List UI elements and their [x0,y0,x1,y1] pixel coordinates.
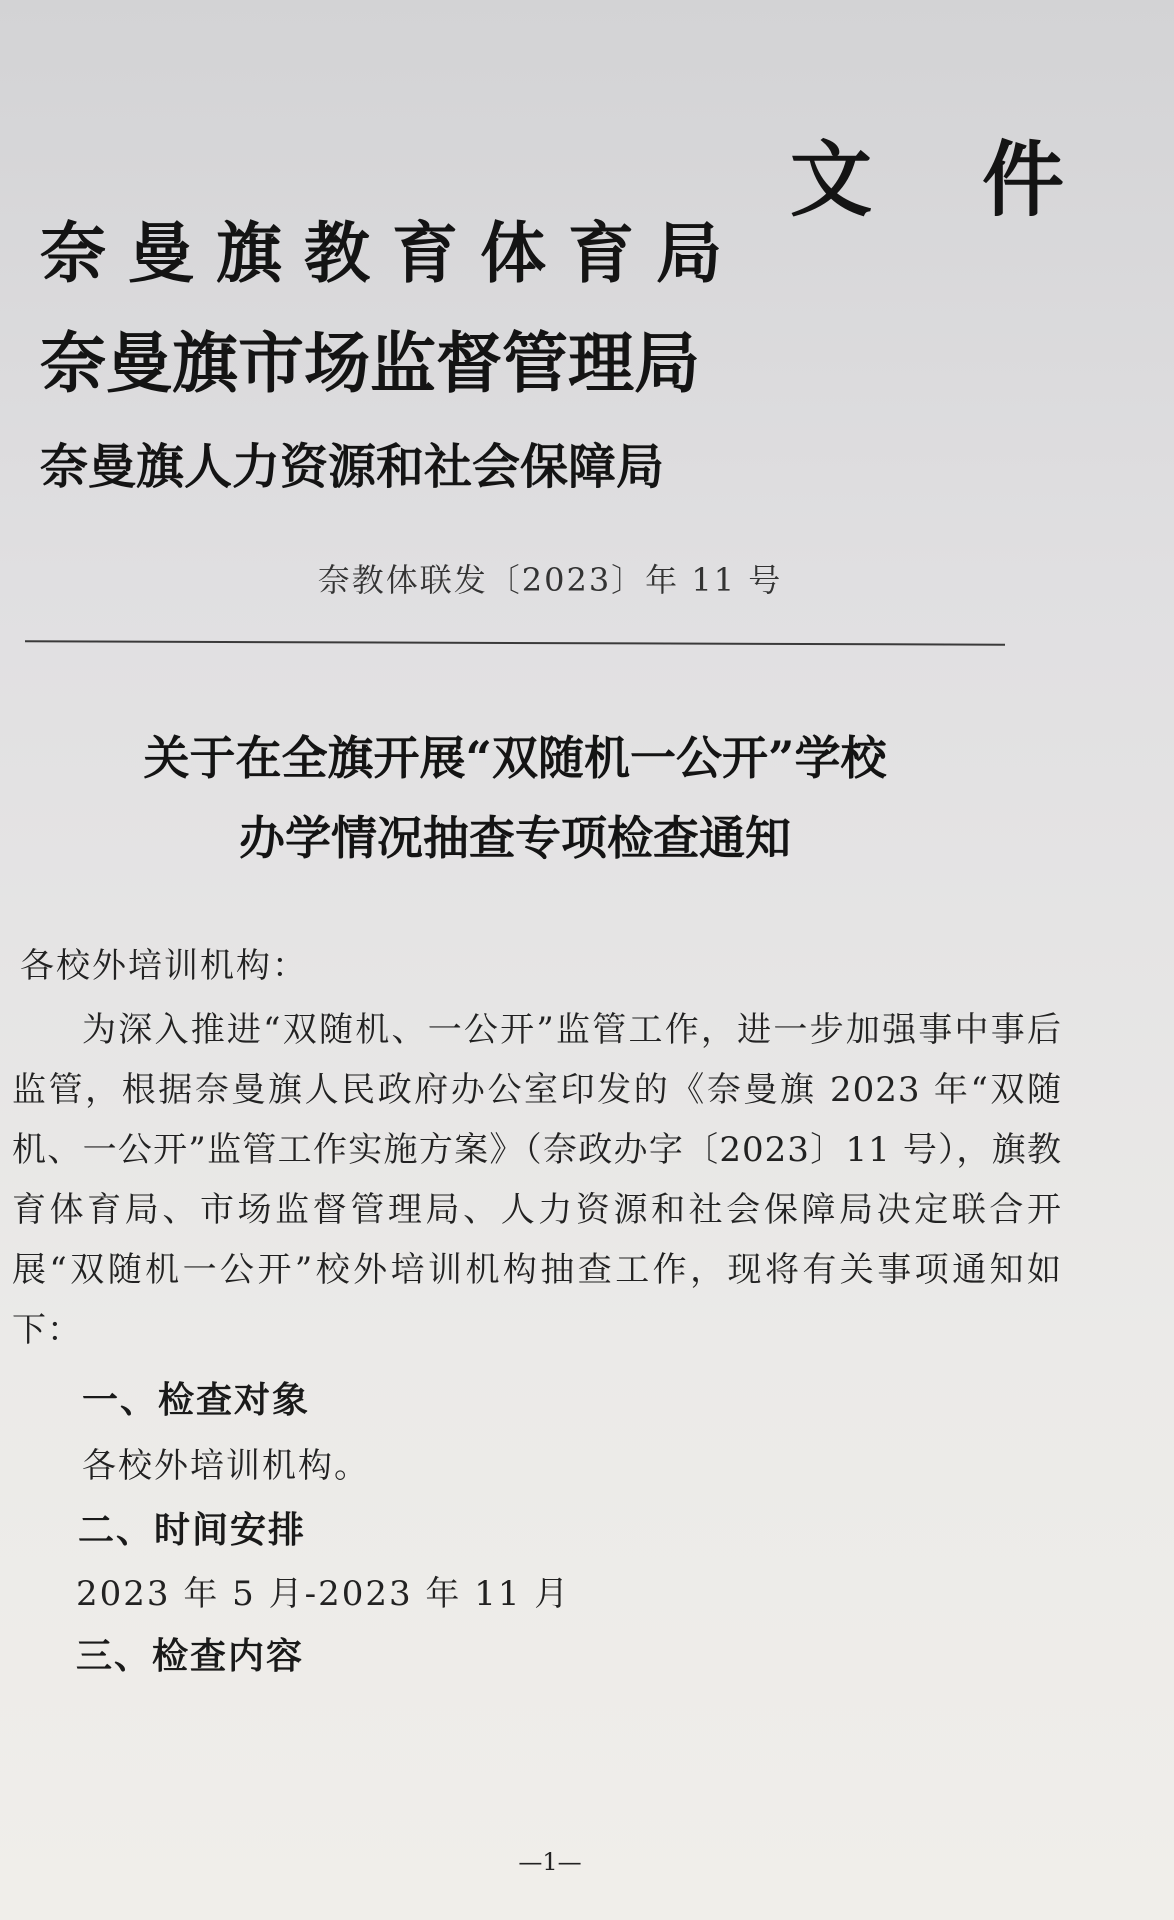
document-title-line-2: 办学情况抽查专项检查通知 [239,811,791,865]
section-content-1: 各校外培训机构。 [82,1446,370,1486]
section-heading-3: 三、检查内容 [76,1636,305,1677]
body-paragraph: 为深入推进“双随机、一公开”监管工作，进一步加强事中事后监管，根据奈曼旗人民政府办公室印发的《奈曼旗 2023 年“双随机、一公开”监管工作实施方案》（奈政办字〔2023〕11 号），旗教育体育局、市场监督管理局、人力资源和社会保障局决定联合开展“双随机一公开”校外培训机构抽查工作，现将有关事项通知如下： [12,1010,1062,1350]
header-divider [25,640,1005,645]
section-content-2: 2023 年 5 月-2023 年 11 月 [76,1574,571,1614]
issuer-block [30,200,1070,500]
section-heading-1: 一、检查对象 [82,1380,311,1421]
issuer-education-bureau: 奈曼旗教育体育局 [40,214,744,292]
body-paragraph-container [12,1000,1062,1360]
section-heading-2: 二、时间安排 [78,1510,307,1551]
issuer-market-supervision-bureau: 奈曼旗市场监督管理局 [40,324,700,402]
page-number: —1— [518,1848,582,1876]
document-type-label: 文件 [790,132,1174,228]
issuer-human-resources-bureau: 奈曼旗人力资源和社会保障局 [40,439,665,495]
document-number: 奈教体联发〔2023〕年 11 号 [317,561,783,599]
salutation: 各校外培训机构： [20,946,308,986]
document-title-line-1: 关于在全旗开展“双随机一公开”学校 [143,731,887,785]
